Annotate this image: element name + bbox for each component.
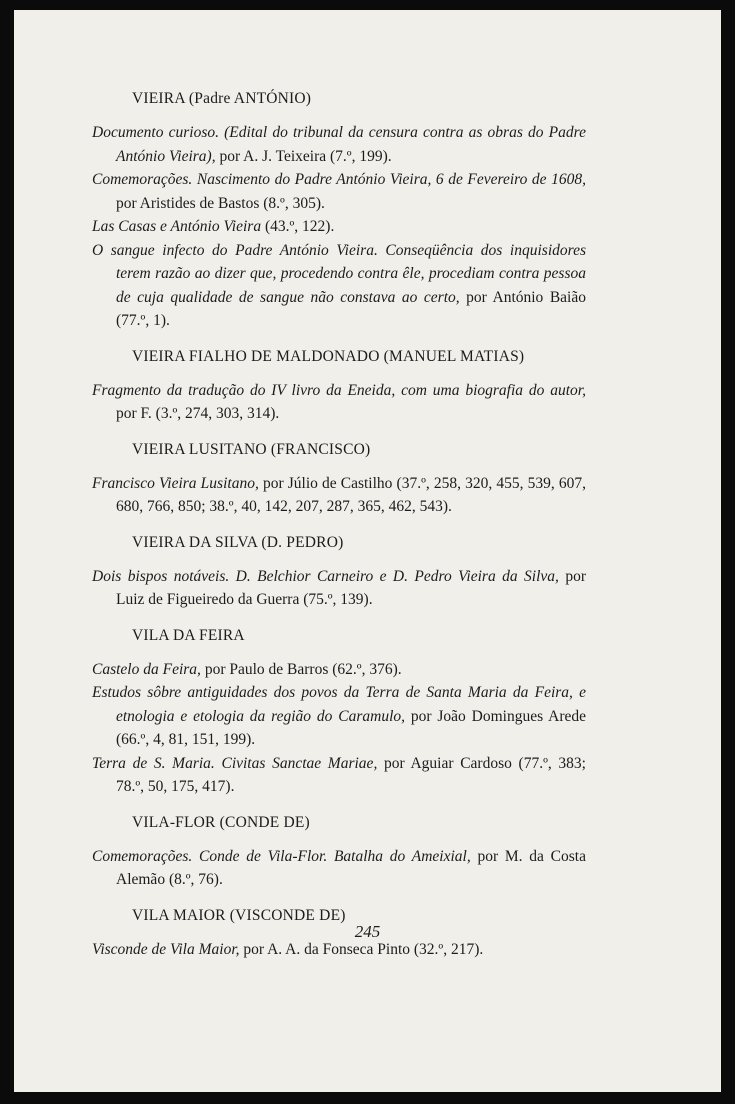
page-number: 245	[354, 922, 381, 941]
index-entry	[92, 845, 586, 892]
entry-reference: por M. da Costa Alemão (8.º, 76).	[116, 847, 586, 888]
index-entry	[92, 239, 586, 333]
section-heading: VILA MAIOR (VISCONDE DE)	[132, 906, 346, 924]
index-entry	[92, 658, 586, 682]
entry-reference: por António Baião (77.º, 1).	[116, 288, 586, 329]
entry-reference: por Luiz de Figueiredo da Guerra (75.º, 139).	[116, 567, 586, 608]
index-entry	[92, 215, 586, 239]
section-heading: VIEIRA LUSITANO (FRANCISCO)	[132, 440, 371, 458]
section-vila-da-feira	[92, 627, 586, 799]
section-vieira-fialho	[92, 348, 586, 426]
section-heading: VIEIRA (Padre ANTÓNIO)	[132, 90, 312, 107]
entry-title: Documento curioso. (Edital do tribunal da censura contra as obras do Padre António Vieira),	[92, 124, 586, 165]
section-heading: VILA DA FEIRA	[132, 626, 245, 644]
index-content	[92, 90, 586, 976]
entry-title: Francisco Vieira Lusitano,	[92, 474, 259, 492]
index-entry	[92, 168, 586, 215]
entry-reference: por A. A. da Fonseca Pinto (32.º, 217).	[239, 940, 484, 958]
entry-reference: (43.º, 122).	[261, 218, 335, 235]
section-vieira-antonio	[92, 90, 586, 333]
entry-reference: por A. J. Teixeira (7.º, 199).	[215, 147, 392, 165]
section-heading: VIEIRA DA SILVA (D. PEDRO)	[132, 533, 344, 551]
entry-title: Visconde de Vila Maior,	[92, 940, 240, 958]
entry-title: Dois bispos notáveis. D. Belchior Carneiro e D. Pedro Vieira da Silva,	[92, 567, 559, 585]
index-entry	[92, 752, 586, 799]
book-page	[14, 10, 721, 1092]
entry-reference: por Aristides de Bastos (8.º, 305).	[116, 194, 325, 212]
entry-title: O sangue infecto do Padre António Vieira. Conseqüência dos inquisidores terem razão ao dizer que, procedendo contra êle, procediam contra pessoa de cuja qualidade de sangue não constava ao certo,	[92, 241, 586, 306]
section-vieira-da-silva	[92, 534, 586, 612]
entry-reference: por Aguiar Cardoso (77.º, 383; 78.º, 50, 175, 417).	[116, 754, 586, 795]
section-vila-flor	[92, 814, 586, 892]
index-entry	[92, 681, 586, 752]
index-entry	[92, 121, 586, 168]
entry-reference: por Júlio de Castilho (37.º, 258, 320, 455, 539, 607, 680, 766, 850; 38.º, 40, 142, 207, 287, 365, 462, 543).	[116, 474, 586, 515]
section-vieira-lusitano	[92, 441, 586, 519]
entry-title: Castelo da Feira,	[92, 660, 201, 678]
entry-reference: por F. (3.º, 274, 303, 314).	[116, 405, 280, 422]
entry-reference: por João Domingues Arede (66.º, 4, 81, 151, 199).	[116, 707, 586, 748]
section-heading: VIEIRA FIALHO DE MALDONADO (MANUEL MATIAS)	[132, 347, 525, 365]
entry-reference: por Paulo de Barros (62.º, 376).	[200, 660, 402, 678]
index-entry	[92, 472, 586, 519]
entry-title: Fragmento da tradução do IV livro da Eneida, com uma biografia do autor,	[92, 381, 586, 399]
entry-title: Terra de S. Maria. Civitas Sanctae Mariae,	[92, 754, 378, 772]
index-entry	[92, 565, 586, 612]
entry-title: Comemorações. Conde de Vila-Flor. Batalha do Ameixial,	[92, 847, 471, 865]
entry-title: Estudos sôbre antiguidades dos povos da Terra de Santa Maria da Feira, e etnologia e etologia da região do Caramulo,	[92, 684, 586, 725]
entry-title: Comemorações. Nascimento do Padre António Vieira, 6 de Fevereiro de 1608,	[92, 171, 586, 188]
section-heading: VILA-FLOR (CONDE DE)	[132, 813, 310, 831]
entry-title: Las Casas e António Vieira	[92, 218, 262, 235]
index-entry	[92, 379, 586, 426]
